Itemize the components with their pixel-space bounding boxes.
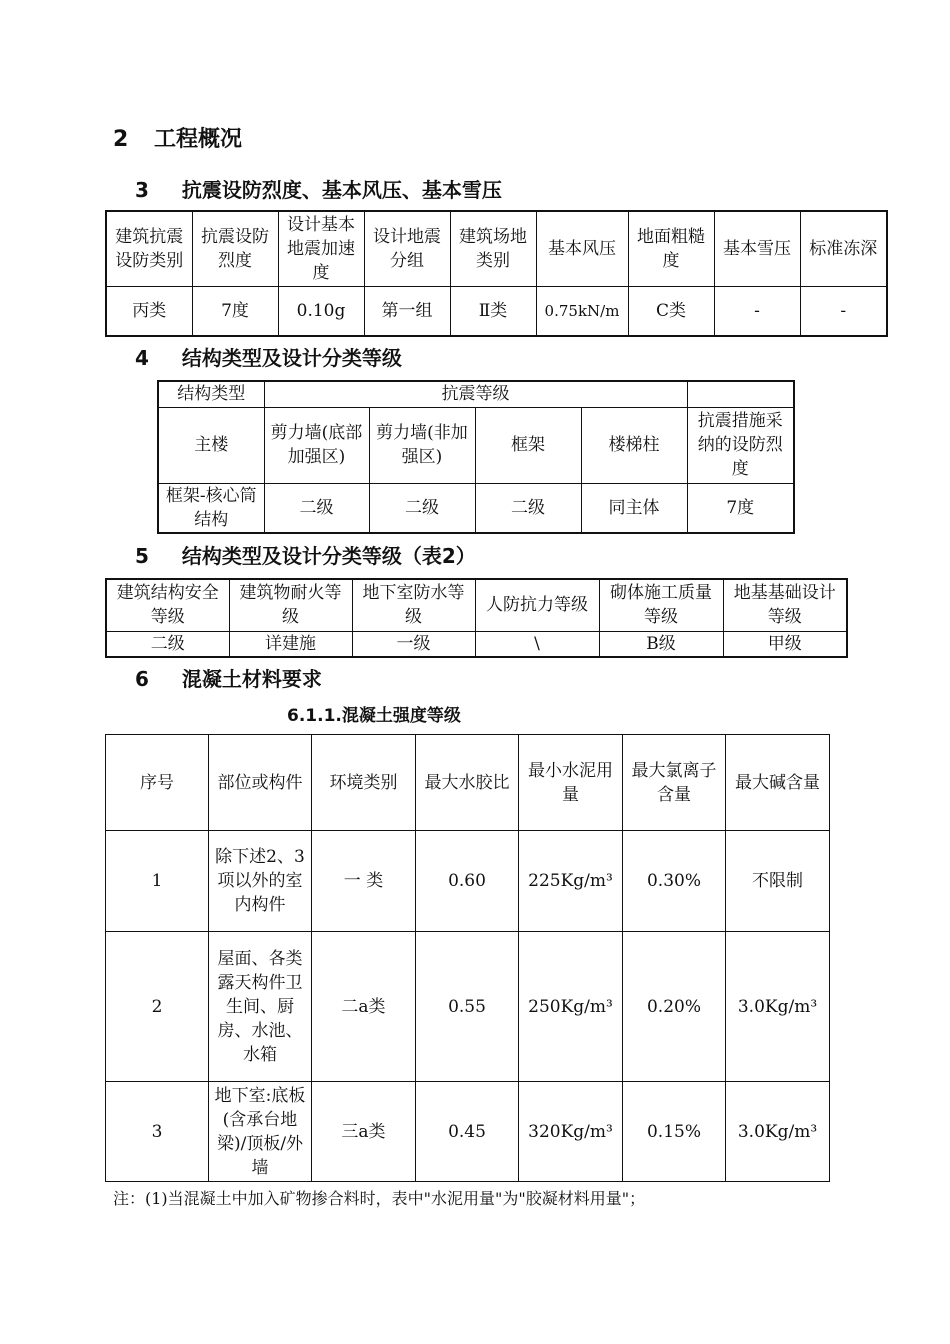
section-3-heading (135, 174, 502, 203)
alkali-cell: 不限制 (726, 831, 830, 932)
concrete-requirements-table (105, 734, 830, 1182)
header-cell: 环境类别 (312, 735, 416, 831)
section-2-heading (113, 122, 242, 153)
header-cell: 设计地震分组 (364, 211, 450, 286)
row-number: 3 (106, 1082, 209, 1182)
section-title: 工程概况 (153, 127, 242, 152)
cement-cell: 225Kg/m³ (519, 831, 623, 932)
ratio-cell: 0.45 (416, 1082, 519, 1182)
section-title: 结构类型及设计分类等级（表2） (181, 544, 476, 568)
header-cell: 设计基本地震加速度 (278, 211, 364, 286)
section-title: 抗震设防烈度、基本风压、基本雪压 (181, 178, 502, 202)
header-cell: 建筑抗震设防类别 (106, 211, 192, 286)
value-cell: 0.75kN/m (536, 286, 628, 336)
value-cell: 二级 (106, 631, 229, 657)
ratio-cell: 0.60 (416, 831, 519, 932)
value-cell: 二级 (264, 483, 369, 533)
section-number: 4 (135, 346, 149, 370)
env-class-cell: 二a类 (312, 932, 416, 1082)
section-title: 混凝土材料要求 (181, 667, 322, 691)
header-cell: 序号 (106, 735, 209, 831)
env-class-cell: 三a类 (312, 1082, 416, 1182)
header-cell: 剪力墙(底部加强区) (264, 407, 369, 483)
table-note: 注：(1)当混凝土中加入矿物掺合料时，表中"水泥用量"为"胶凝材料用量"； (113, 1189, 646, 1208)
value-cell: Ⅱ类 (450, 286, 536, 336)
cement-cell: 250Kg/m³ (519, 932, 623, 1082)
value-cell: 二级 (475, 483, 581, 533)
value-cell: - (714, 286, 800, 336)
location-cell: 除下述2、3项以外的室内构件 (209, 831, 312, 932)
value-cell: - (800, 286, 887, 336)
header-cell: 地下室防水等级 (352, 579, 475, 631)
header-cell: 建筑场地类别 (450, 211, 536, 286)
table-row (106, 932, 830, 1082)
section-number: 3 (135, 178, 149, 202)
row-number: 1 (106, 831, 209, 932)
location-cell: 地下室:底板(含承台地梁)/顶板/外墙 (209, 1082, 312, 1182)
value-cell: 0.10g (278, 286, 364, 336)
table-row (106, 831, 830, 932)
header-cell: 标准冻深 (800, 211, 887, 286)
header-cell: 最小水泥用量 (519, 735, 623, 831)
header-cell: 人防抗力等级 (475, 579, 599, 631)
value-cell: 二级 (369, 483, 475, 533)
header-cell: 基本风压 (536, 211, 628, 286)
header-cell: 最大水胶比 (416, 735, 519, 831)
header-cell: 地基基础设计等级 (723, 579, 847, 631)
chloride-cell: 0.15% (623, 1082, 726, 1182)
seismic-wind-snow-table (105, 210, 888, 337)
value-cell: 甲级 (723, 631, 847, 657)
cement-cell: 320Kg/m³ (519, 1082, 623, 1182)
alkali-cell: 3.0Kg/m³ (726, 1082, 830, 1182)
header-cell: 剪力墙(非加强区) (369, 407, 475, 483)
section-6-heading (135, 663, 322, 692)
section-number: 5 (135, 544, 149, 568)
env-class-cell: 一 类 (312, 831, 416, 932)
value-cell: 一级 (352, 631, 475, 657)
section-5-heading (135, 540, 476, 569)
header-cell: 抗震设防烈度 (192, 211, 278, 286)
section-4-heading (135, 342, 402, 371)
value-cell: 7度 (192, 286, 278, 336)
struct-type-label: 结构类型 (158, 381, 264, 407)
row-label: 框架-核心筒结构 (158, 483, 264, 533)
header-cell: 楼梯柱 (581, 407, 687, 483)
value-cell: C类 (628, 286, 714, 336)
chloride-cell: 0.30% (623, 831, 726, 932)
design-class-table (105, 578, 848, 658)
header-cell: 地面粗糙度 (628, 211, 714, 286)
value-cell: 7度 (687, 483, 794, 533)
value-cell: 第一组 (364, 286, 450, 336)
empty-cell (687, 381, 794, 407)
value-cell: B级 (599, 631, 723, 657)
value-cell: 丙类 (106, 286, 192, 336)
header-cell: 框架 (475, 407, 581, 483)
header-cell: 砌体施工质量等级 (599, 579, 723, 631)
chloride-cell: 0.20% (623, 932, 726, 1082)
seismic-grade-label: 抗震等级 (264, 381, 687, 407)
value-cell: 同主体 (581, 483, 687, 533)
row-number: 2 (106, 932, 209, 1082)
main-building-cell: 主楼 (158, 407, 264, 483)
header-cell: 最大氯离子含量 (623, 735, 726, 831)
header-cell: 抗震措施采纳的设防烈度 (687, 407, 794, 483)
header-cell: 建筑结构安全等级 (106, 579, 229, 631)
value-cell: \ (475, 631, 599, 657)
section-number: 2 (113, 127, 129, 152)
subsection-6-1-1-heading: 6.1.1.混凝土强度等级 (287, 706, 461, 726)
header-cell: 建筑物耐火等级 (229, 579, 352, 631)
alkali-cell: 3.0Kg/m³ (726, 932, 830, 1082)
header-cell: 最大碱含量 (726, 735, 830, 831)
header-cell: 基本雪压 (714, 211, 800, 286)
location-cell: 屋面、各类露天构件卫生间、厨房、水池、水箱 (209, 932, 312, 1082)
header-cell: 部位或构件 (209, 735, 312, 831)
ratio-cell: 0.55 (416, 932, 519, 1082)
structure-grade-table (157, 380, 795, 534)
table-row (106, 1082, 830, 1182)
value-cell: 详建施 (229, 631, 352, 657)
section-number: 6 (135, 667, 149, 691)
section-title: 结构类型及设计分类等级 (181, 346, 402, 370)
